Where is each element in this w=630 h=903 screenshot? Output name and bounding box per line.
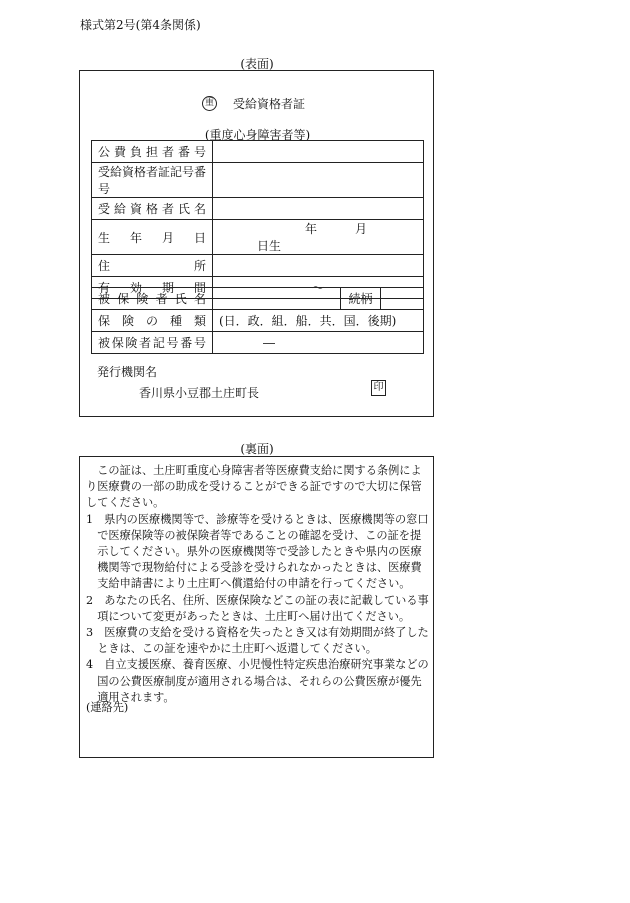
recipient-name-value xyxy=(213,198,424,220)
front-side-label: (表面) xyxy=(240,57,274,71)
birth-month-unit: 月 xyxy=(355,222,368,236)
back-side-label: (裏面) xyxy=(240,442,274,456)
notes-text xyxy=(86,463,430,706)
table-row xyxy=(92,220,424,255)
birth-date-value xyxy=(213,220,424,255)
table-row xyxy=(92,255,424,277)
certificate-number-value xyxy=(213,163,424,198)
address-value xyxy=(213,255,424,277)
issuer-name: 香川県小豆郡土庄町長 xyxy=(139,386,260,400)
form-number: 様式第2号(第4条関係) xyxy=(80,18,201,32)
validity-period-value: ～ xyxy=(213,277,424,299)
birth-day-unit: 日生 xyxy=(257,239,282,253)
insured-number-value: ― xyxy=(213,332,424,354)
table-row xyxy=(92,288,424,310)
certificate-front xyxy=(79,70,434,417)
insured-info-table xyxy=(91,287,424,354)
relationship-value xyxy=(381,288,424,310)
certificate-info-table xyxy=(91,140,424,299)
issuer-label: 発行機関名 xyxy=(97,365,158,379)
birth-date-label: 生年月日 xyxy=(92,220,213,255)
validity-period-label: 有効期間 xyxy=(92,277,213,299)
certificate-number-label: 受給資格者証記号番号 xyxy=(92,163,213,198)
insurance-type-label: 保険の種類 xyxy=(92,310,213,332)
seal-stamp-box: 印 xyxy=(371,380,386,396)
public-payer-number-label: 公費負担者番号 xyxy=(92,141,213,163)
certificate-subtitle: (重度心身障害者等) xyxy=(204,128,311,142)
certificate-back xyxy=(79,456,434,758)
address-label: 住所 xyxy=(92,255,213,277)
table-row xyxy=(92,332,424,354)
insurance-type-value: (日．政．組．船．共．国．後期) xyxy=(213,310,424,332)
relationship-label: 続柄 xyxy=(341,288,381,310)
notes-intro: この証は、土庄町重度心身障害者等医療費支給に関する条例により医療費の一部の助成を受けることができる証ですので大切に保管してください。 xyxy=(86,464,422,510)
insured-number-label: 被保険者記号番号 xyxy=(92,332,213,354)
seal-circle-icon: 重 xyxy=(202,96,217,111)
table-row xyxy=(92,163,424,198)
table-row xyxy=(92,310,424,332)
certificate-title: 受給資格者証 xyxy=(233,97,306,111)
notes-item-4: 4 自立支援医療、養育医療、小児慢性特定疾患治療研究事業などの国の公費医療制度が適用される場合は、それらの公費医療が優先適用されます。 xyxy=(86,658,429,704)
table-row xyxy=(92,198,424,220)
insured-name-value xyxy=(213,288,341,310)
birth-year-unit: 年 xyxy=(305,222,318,236)
table-row xyxy=(92,141,424,163)
notes-item-1: 1 県内の医療機関等で、診療等を受けるときは、医療機関等の窓口で医療保険等の被保険者等であることの確認を受け、この証を提示してください。県外の医療機関等で受診したときや県内の医療機関等で現物給付による受診を受けられなかったときは、医療費支給申請書により土庄町へ償還給付の申請を行ってください。 xyxy=(86,512,429,591)
contact-label: (連絡先) xyxy=(86,701,129,714)
insured-name-label: 被保険者氏名 xyxy=(92,288,213,310)
public-payer-number-value xyxy=(213,141,424,163)
recipient-name-label: 受給資格者氏名 xyxy=(92,198,213,220)
notes-item-2: 2 あなたの氏名、住所、医療保険などこの証の表に記載している事項について変更があったときは、土庄町へ届け出てください。 xyxy=(86,593,429,623)
certificate-title-row xyxy=(202,95,305,112)
notes-item-3: 3 医療費の支給を受ける資格を失ったとき又は有効期間が終了したときは、この証を速やかに土庄町へ返還してください。 xyxy=(86,626,429,656)
